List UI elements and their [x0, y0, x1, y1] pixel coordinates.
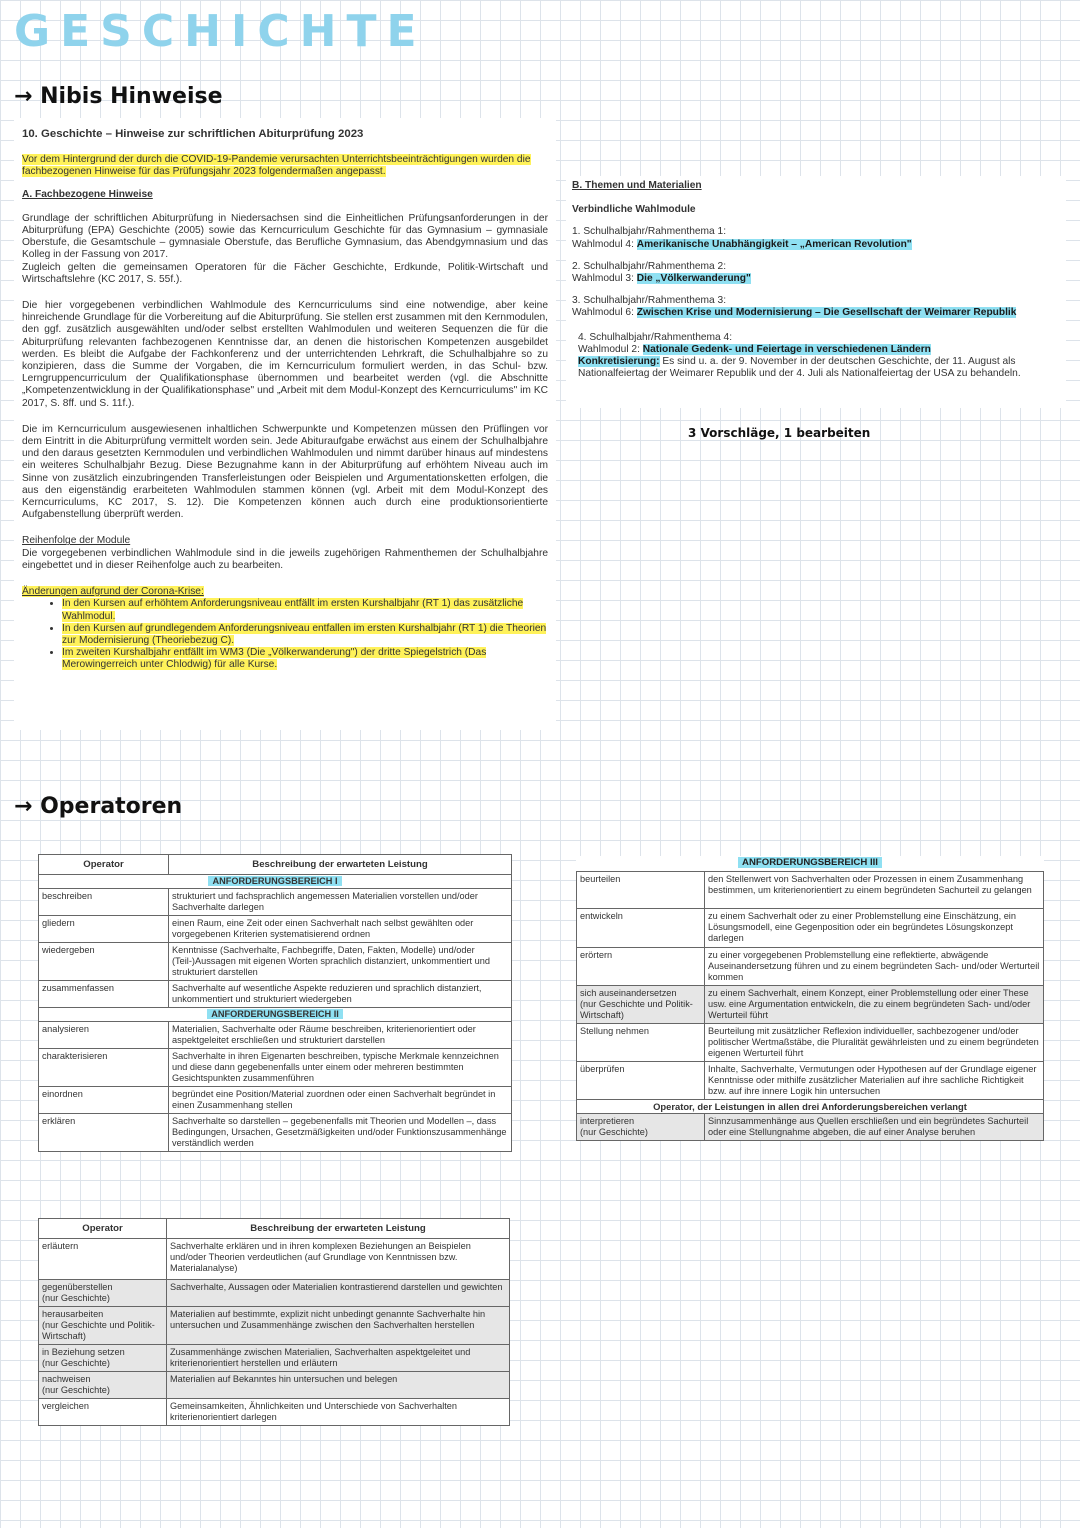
doc-paragraph: Die im Kerncurriculum ausgewiesenen inhaltlichen Schwerpunkte und Kompetenzen müssen den Prüflingen vor dem Eintritt in die Abiturprüfung vermittelt worden sein. Jede Abituraufgabe erwächst aus einem der Schulhalbjahre und den daraus gesetzten Kernmodulen und verbindlichen Wahlmodulen und nimmt darüber hinaus auf mindestens ein weiteres Schulhalbjahr Bezug. Diese Bezugnahme kann in der Abiturprüfung auf erhöhtem Niveau auch im Sinne von zusätzlich einzubringenden Transferleistungen oder Beispielen und Argumentationsketten erfolgen, die aus den eigenständig erarbeiteten Wahlmodulen stammen können (vgl. Arbeit mit dem Modul-Konzept des Kerncurriculums, KC 2017, S. 12). Die Kompetenzen können auch durch eine produktionsorientierte Aufgabenstellung überprüft werden. [22, 423, 548, 521]
table-row: vergleichen Gemeinsamkeiten, Ähnlichkeiten und Unterschiede von Sachverhalten kriterienorientiert darlegen [39, 1399, 510, 1426]
table-row: charakterisieren Sachverhalte in ihren Eigenarten beschreiben, typische Merkmale kennzeichnen und diese dann gegebenenfalls unter einem oder mehreren bestimmten Gesichtspunkten zusammenführen [39, 1049, 512, 1087]
table-row: nachweisen (nur Geschichte) Materialien auf Bekanntes hin untersuchen und belegen [39, 1372, 510, 1399]
table-row: beschreiben strukturiert und fachsprachlich angemessen Materialien vorstellen und/oder Sachverhalte darlegen [39, 889, 512, 916]
area-label: ANFORDERUNGSBEREICH III [576, 856, 1044, 871]
table-row: wiedergeben Kenntnisse (Sachverhalte, Fachbegriffe, Daten, Fakten, Modelle) und/oder (Teil-)Aussagen mit eigenen Worten sprachlich distanziert, unkommentiert und strukturiert darstellen [39, 943, 512, 981]
doc-heading: 10. Geschichte – Hinweise zur schriftlichen Abiturprüfung 2023 [22, 128, 364, 140]
table-row: zusammenfassen Sachverhalte auf wesentliche Aspekte reduzieren und sprachlich distanziert, unkommentiert und strukturiert wiedergeben [39, 981, 512, 1008]
handwritten-note: 3 Vorschläge, 1 bearbeiten [688, 426, 871, 440]
column-header: Operator [39, 855, 169, 875]
nibis-document [14, 118, 556, 730]
themen-heading: B. Themen und Materialien [572, 180, 702, 191]
themen-item: 2. Schulhalbjahr/Rahmenthema 2: Wahlmodul 3: Die „Völkerwanderung" [572, 260, 751, 285]
section-a-heading: A. Fachbezogene Hinweise [22, 188, 153, 200]
table-row: herausarbeiten (nur Geschichte und Politik-Wirtschaft) Materialien auf bestimmte, explizit nicht unbedingt genannte Sachverhalte hin untersuchen und Zusammenhänge zwischen den Sachverhalten herstellen [39, 1307, 510, 1345]
nibis-heading: → Nibis Hinweise [14, 84, 223, 109]
table-row: einordnen begründet eine Position/Material zuordnen oder einen Sachverhalt begründet in einen Zusammenhang stellen [39, 1087, 512, 1114]
column-header: Beschreibung der erwarteten Leistung [169, 855, 512, 875]
operatoren-heading: → Operatoren [14, 794, 183, 819]
table-row: sich auseinandersetzen (nur Geschichte und Politik-Wirtschaft) zu einem Sachverhalt, einem Konzept, einer Problemstellung oder einer These usw. eine Argumentation entwickeln, die zu einem begründeten Sach- und/oder Werturteil führt [577, 986, 1044, 1024]
themen-item: 4. Schulhalbjahr/Rahmenthema 4: Wahlmodul 2: Nationale Gedenk- und Feiertage in verschiedenen Ländern Konkretisierung: Es sind u. a. der 9. November in der deutschen Geschichte, der 11. August als Nationalfeiertag der Weimarer Republik und der 4. Juli als Nationalfeiertag der USA zu behandeln. [578, 331, 1021, 380]
table-row: Stellung nehmen Beurteilung mit zusätzlicher Reflexion individueller, sachbezogener und/oder politischer Wertmaßstäbe, die Pluralität gewährleisten und zu einem begründeten eigenen Werturteil führt [577, 1024, 1044, 1062]
page-title: GESCHICHTE [14, 6, 427, 57]
list-item: • In den Kursen auf grundlegendem Anforderungsniveau entfallen im ersten Kurshalbjahr (RT 1) die Theorien zur Modernisierung (Theoriebezug C). [62, 623, 548, 647]
konkretisierung-label: Konkretisierung: [578, 356, 660, 368]
table-row: überprüfen Inhalte, Sachverhalte, Vermutungen oder Hypothesen auf der Grundlage eigener Kenntnisse oder mithilfe zusätzlicher Materialien auf ihre sachliche Richtigkeit bzw. auf ihre innere Logik hin untersuchen [577, 1062, 1044, 1100]
corona-heading: Änderungen aufgrund der Corona-Krise: [22, 586, 204, 598]
themen-subheading: Verbindliche Wahlmodule [572, 204, 696, 216]
table-row: erläutern Sachverhalte erklären und in ihren komplexen Beziehungen an Beispielen und/oder Theorien verdeutlichen (auf Grundlage von Kenntnissen bzw. Materialanalyse) [39, 1239, 510, 1280]
column-header: Operator [39, 1219, 167, 1239]
area-label: ANFORDERUNGSBEREICH II [39, 1008, 512, 1022]
operator-table-1 [38, 854, 512, 1152]
table-row: gliedern einen Raum, eine Zeit oder einen Sachverhalt nach selbst gewählten oder vorgegebenen Kriterien systematisierend ordnen [39, 916, 512, 943]
all-areas-label: Operator, der Leistungen in allen drei Anforderungsbereichen verlangt [577, 1100, 1044, 1114]
table-row: gegenüberstellen (nur Geschichte) Sachverhalte, Aussagen oder Materialien kontrastierend darstellen und gewichten [39, 1280, 510, 1307]
list-item: • In den Kursen auf erhöhtem Anforderungsniveau entfällt im ersten Kurshalbjahr (RT 1) das zusätzliche Wahlmodul. [62, 598, 548, 622]
corona-list [22, 598, 548, 671]
area-label: ANFORDERUNGSBEREICH I [39, 875, 512, 889]
list-item: • Im zweiten Kurshalbjahr entfällt im WM3 (Die „Völkerwanderung") der dritte Spiegelstrich (Das Merowingerreich unter Chlodwig) für alle Kurse. [62, 647, 548, 671]
doc-paragraph: Die hier vorgegebenen verbindlichen Wahlmodule des Kerncurriculums sind eine notwendige, aber keine hinreichende Grundlage für die Vorbereitung auf die Abiturprüfung. Sie stellen erst zusammen mit den Kernmodulen, den ggf. zusätzlich ausgewählten und/oder selbst erstellten Wahlmodulen und weiteren Sequenzen die für die Abiturprüfung relevanten fachbezogenen Kenntnisse dar, an denen die historischen Kompetenzen ausgebildet werden. Es bleibt die Aufgabe der Fachkonferenz und der unterrichtenden Lehrkraft, die Schulhalbjahre so zu konzipieren, dass die Summe der Vorgaben, die im Kerncurriculum formuliert werden, in das Schul- bzw. Lerngruppencurriculum der Qualifikationsphase übernommen und bearbeitet werden (vgl. die Abschnitte „Kompetenzentwicklung in der Qualifikationsphase" und „Arbeit mit dem Modul-Konzept des Kerncurriculums" im KC 2017, S. 8ff. und S. 11f.). [22, 300, 548, 409]
table-row: beurteilen den Stellenwert von Sachverhalten oder Prozessen in einem Zusammenhang bestimmen, um kriterienorientiert zu einem begründeten Sachurteil zu gelangen [577, 872, 1044, 909]
table-row: erörtern zu einer vorgegebenen Problemstellung eine reflektierte, abwägende Auseinandersetzung führen und zu einem begründeten Sach- und/oder Werturteil kommen [577, 948, 1044, 986]
doc-paragraph: Zugleich gelten die gemeinsamen Operatoren für die Fächer Geschichte, Erdkunde, Politik-Wirtschaft und Wirtschaftslehre (KC 2017, S. 55f.). [22, 261, 548, 285]
table-row: in Beziehung setzen (nur Geschichte) Zusammenhänge zwischen Materialien, Sachverhalten aspektgeleitet und kriterienorientiert herstellen und erläutern [39, 1345, 510, 1372]
themen-document [566, 176, 1066, 408]
table-row: analysieren Materialien, Sachverhalte oder Räume beschreiben, kriterienorientiert oder aspektgeleitet erschließen und strukturiert darstellen [39, 1022, 512, 1049]
table-row: interpretieren (nur Geschichte) Sinnzusammenhänge aus Quellen erschließen und ein begründetes Sachurteil oder eine Stellungnahme abgeben, die auf einer Analyse beruhen [577, 1114, 1044, 1141]
doc-paragraph: Grundlage der schriftlichen Abiturprüfung in Niedersachsen sind die Einheitlichen Prüfungsanforderungen in der Abiturprüfung (EPA) Geschichte (2005) sowie das Kerncurriculum Geschichte für das Gymnasium – gymnasiale Oberstufe, die Gesamtschule – gymnasiale Oberstufe, das Berufliche Gymnasium, das Abendgymnasium und das Kolleg in der Fassung von 2017. [22, 212, 548, 261]
table-row: entwickeln zu einem Sachverhalt oder zu einer Problemstellung eine Einschätzung, ein Lösungsmodell, eine Gegenposition oder ein begründetes Lösungskonzept darlegen [577, 909, 1044, 948]
themen-item: 1. Schulhalbjahr/Rahmenthema 1: Wahlmodul 4: Amerikanische Unabhängigkeit – „American Revolution" [572, 226, 912, 250]
doc-paragraph: Die vorgegebenen verbindlichen Wahlmodule sind in die jeweils zugehörigen Rahmenthemen der Schulhalbjahre eingebettet und in dieser Reihenfolge auch zu bearbeiten. [22, 547, 548, 571]
operator-table-2 [38, 1218, 510, 1426]
themen-item: 3. Schulhalbjahr/Rahmenthema 3: Wahlmodul 6: Zwischen Krise und Modernisierung – Die Gesellschaft der Weimarer Republik [572, 295, 1017, 319]
doc-intro: Vor dem Hintergrund der durch die COVID-19-Pandemie verursachten Unterrichtsbeeinträchtigungen wurden die fachbezogenen Hinweise für das Prüfungsjahr 2023 folgendermaßen angepasst. [22, 154, 531, 178]
column-header: Beschreibung der erwarteten Leistung [167, 1219, 510, 1239]
reihenfolge-heading: Reihenfolge der Module [22, 535, 131, 547]
table-row: erklären Sachverhalte so darstellen – gegebenenfalls mit Theorien und Modellen –, dass Bedingungen, Ursachen, Gesetzmäßigkeiten und/oder Funktionszusammenhänge verständlich werden [39, 1114, 512, 1152]
operator-table-3 [576, 856, 1044, 1141]
